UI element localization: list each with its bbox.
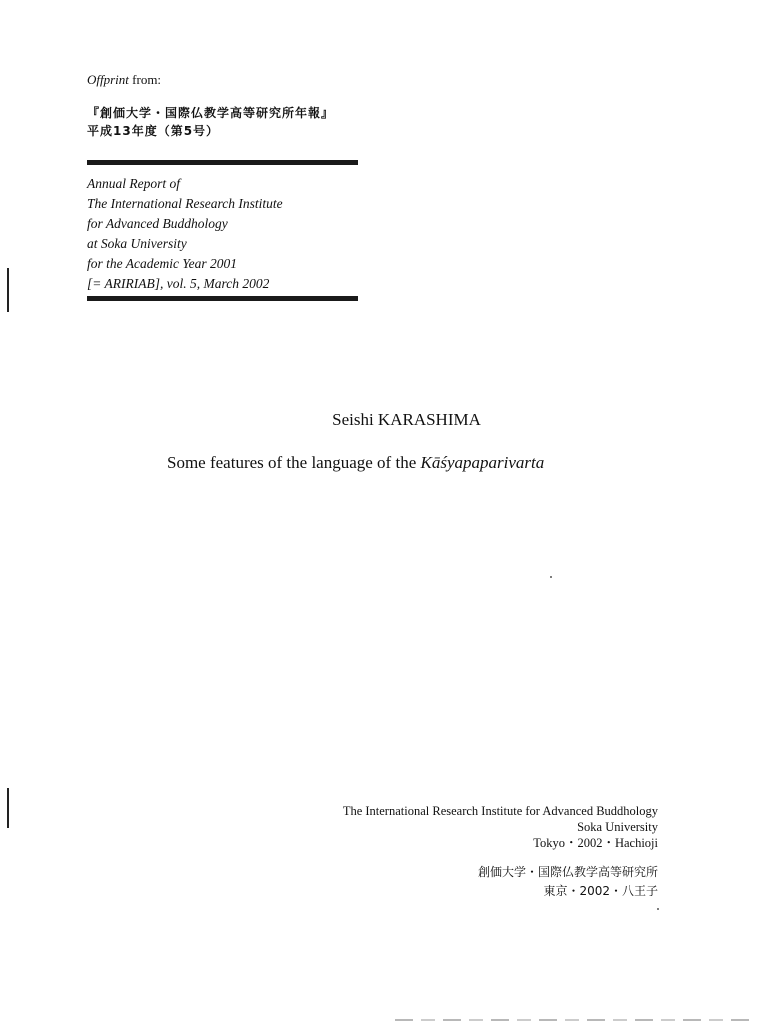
publisher-line: Tokyo・2002・Hachioji bbox=[533, 836, 658, 850]
scan-margin-mark bbox=[7, 788, 9, 828]
scan-speck bbox=[657, 908, 659, 910]
top-rule bbox=[87, 160, 358, 165]
publisher-block bbox=[343, 803, 658, 851]
bottom-rule bbox=[87, 296, 358, 301]
article-title-prefix: Some features of the language of the bbox=[167, 453, 421, 472]
scan-speck bbox=[550, 576, 552, 578]
scan-bottom-noise bbox=[395, 1019, 755, 1021]
annual-report-line: [= ARIRIAB], vol. 5, March 2002 bbox=[87, 276, 270, 291]
offprint-label bbox=[87, 72, 161, 88]
annual-report-block bbox=[87, 174, 387, 294]
offprint-from: from: bbox=[128, 72, 162, 87]
annual-report-line: The International Research Institute bbox=[87, 196, 283, 211]
publisher-line: The International Research Institute for Advanced Buddhology bbox=[342, 804, 658, 818]
annual-report-line: Annual Report of bbox=[87, 176, 180, 191]
offprint-word: Offprint bbox=[87, 72, 129, 87]
publisher-line: Soka University bbox=[577, 820, 658, 834]
japanese-header-line1: 『創価大学・国際仏教学高等研究所年報』 bbox=[87, 106, 335, 120]
publisher-jp-line: 東京・2002・八王子 bbox=[543, 884, 658, 898]
scan-margin-mark bbox=[7, 268, 9, 312]
annual-report-line: for the Academic Year 2001 bbox=[87, 256, 237, 271]
publisher-jp-line: 創価大学・国際仏教学高等研究所 bbox=[477, 865, 658, 879]
article-title bbox=[167, 453, 544, 473]
article-title-italic: Kāśyapaparivarta bbox=[420, 453, 545, 472]
japanese-header-line2: 平成13年度（第5号） bbox=[87, 124, 220, 138]
annual-report-line: at Soka University bbox=[87, 236, 187, 251]
publisher-japanese-block bbox=[478, 863, 658, 901]
annual-report-line: for Advanced Buddhology bbox=[87, 216, 228, 231]
author-name: Seishi KARASHIMA bbox=[332, 410, 481, 429]
